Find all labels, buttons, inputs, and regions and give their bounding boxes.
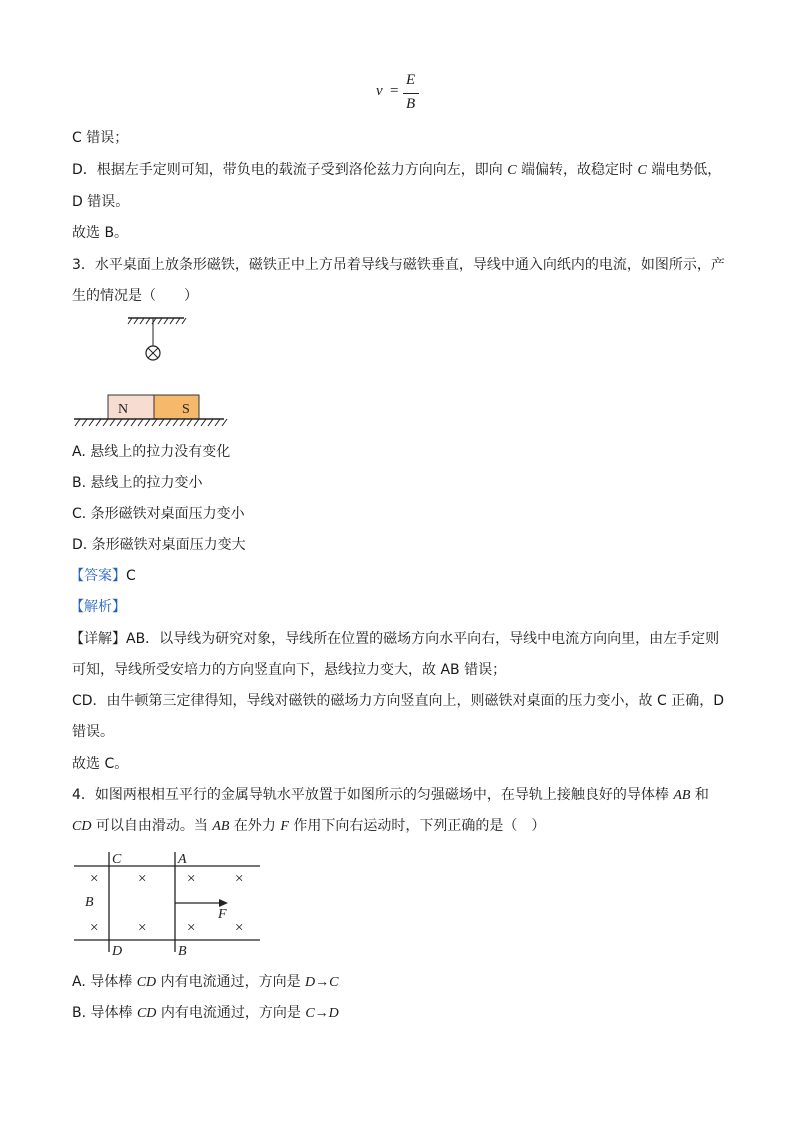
q4-stem-text-b: 和 — [690, 787, 709, 803]
q4-stem-line2 — [72, 816, 545, 837]
q4-stem-ab: AB — [673, 788, 691, 803]
field-cross-icon: × — [138, 871, 147, 887]
label-d: D — [112, 944, 123, 959]
formula-denominator: B — [406, 96, 416, 112]
q4-rail-figure — [72, 848, 264, 960]
d-analysis-line — [72, 160, 721, 181]
d-wrong-line: D 错误。 — [72, 194, 130, 210]
field-cross-icon: × — [138, 920, 147, 936]
q3-choose-line: 故选 C。 — [72, 756, 129, 772]
field-cross-icon: × — [90, 871, 99, 887]
force-arrow-icon — [219, 899, 228, 907]
answer-tag: 【答案】 — [70, 568, 126, 584]
d-analysis-var-c2: C — [637, 163, 647, 178]
q4-opt-b-prefix: B. 导体棒 — [72, 1005, 137, 1021]
q4-stem-text-e: 作用下向右运动时，下列正确的是（ ） — [288, 818, 546, 834]
label-force-f: F — [218, 907, 227, 922]
q3-option-c: C. 条形磁铁对桌面压力变小 — [72, 506, 245, 522]
magnet-n-label: N — [118, 402, 129, 417]
field-cross-icon: × — [90, 920, 99, 936]
detail-text-1: AB．以导线为研究对象，导线所在位置的磁场方向水平向右，导线中电流方向向里，由左手定则 — [126, 631, 720, 647]
q4-opt-b-mid: 内有电流通过，方向是 — [156, 1005, 306, 1021]
q3-stem-line2: 生的情况是（ ） — [72, 288, 198, 304]
q3-detail-line2: 可知，导线所受安培力的方向竖直向下，悬线拉力变大，故 AB 错误； — [72, 662, 507, 678]
magnet-s-label: S — [182, 402, 190, 417]
magnet-north-half — [108, 395, 154, 419]
q3-option-b: B. 悬线上的拉力变小 — [72, 475, 203, 491]
q4-opt-a-cd: CD — [136, 975, 157, 990]
formula-equals: = — [390, 83, 399, 99]
q3-stem-line1: 3．水平桌面上放条形磁铁，磁铁正中上方吊着导线与磁铁垂直，导线中通入向纸内的电流，如图所示，产 — [72, 257, 725, 273]
q4-opt-a-direction: D→C — [305, 975, 339, 990]
q4-opt-b-cd: CD — [136, 1006, 157, 1021]
q3-detail-line3: CD．由牛顿第三定律得知，导线对磁铁的磁场力方向竖直向上，则磁铁对桌面的压力变小，故 C 正确，D — [72, 693, 725, 709]
q4-stem-line1 — [72, 785, 709, 806]
q4-stem-text-a: 4．如图两根相互平行的金属导轨水平放置于如图所示的匀强磁场中，在导轨上接触良好的导体棒 — [72, 787, 674, 803]
q4-opt-a-prefix: A. 导体棒 — [72, 974, 137, 990]
q4-stem-text-d: 在外力 — [229, 818, 281, 834]
formula-numerator: E — [406, 72, 416, 88]
field-cross-icon: × — [235, 871, 244, 887]
q3-detail-line4: 错误。 — [72, 724, 114, 740]
q3-option-a: A. 悬线上的拉力没有变化 — [72, 444, 231, 460]
choose-b-line: 故选 B。 — [72, 225, 129, 241]
label-a: A — [178, 852, 187, 867]
formula-v-equals-e-over-b — [376, 70, 436, 114]
label-c: C — [112, 852, 122, 867]
d-analysis-text-a: D．根据左手定则可知，带负电的载流子受到洛伦兹力方向向左，即向 — [72, 162, 508, 178]
q3-magnet-figure — [72, 314, 242, 430]
d-analysis-text-b: 端偏转，故稳定时 — [516, 162, 638, 178]
ceiling-hatching — [128, 318, 186, 324]
analysis-tag: 【解析】 — [70, 599, 126, 615]
q3-answer-line — [70, 566, 136, 586]
q4-stem-cd: CD — [72, 819, 92, 834]
d-analysis-text-c: 端电势低， — [646, 162, 722, 178]
q3-option-d: D. 条形磁铁对桌面压力变大 — [72, 537, 246, 553]
c-wrong-line: C 错误； — [72, 130, 129, 146]
d-analysis-var-c1: C — [507, 163, 517, 178]
magnet-south-half — [154, 395, 199, 419]
q4-stem-f: F — [280, 819, 289, 834]
q4-opt-a-mid: 内有电流通过，方向是 — [156, 974, 306, 990]
q4-opt-b-direction: C→D — [305, 1006, 339, 1021]
label-b-bottom: B — [178, 944, 187, 959]
q4-stem-text-c: 可以自由滑动。当 — [91, 818, 213, 834]
field-cross-icon: × — [187, 920, 196, 936]
detail-tag: 【详解】 — [70, 631, 126, 647]
q4-option-a — [72, 972, 339, 993]
label-field-b: B — [85, 895, 94, 910]
field-cross-icon: × — [187, 871, 196, 887]
table-hatching — [75, 419, 227, 426]
fraction-bar — [403, 93, 419, 94]
answer-value: C — [126, 568, 136, 584]
q3-detail-line1 — [70, 629, 719, 649]
q4-stem-ab2: AB — [212, 819, 230, 834]
q4-option-b — [72, 1003, 339, 1024]
field-cross-icon: × — [235, 920, 244, 936]
formula-lhs: v — [376, 83, 383, 99]
